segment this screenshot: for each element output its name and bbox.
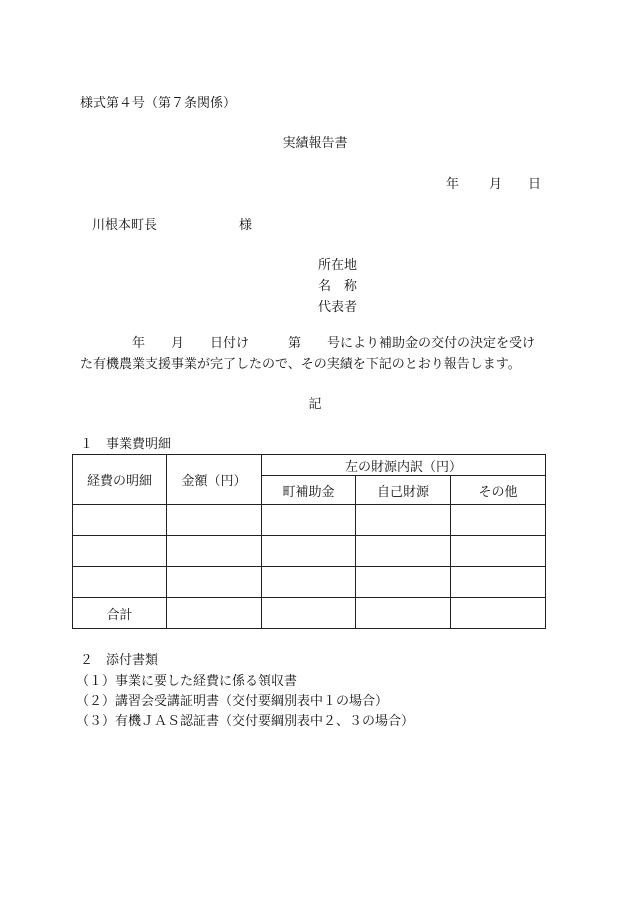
total-label: 合計 xyxy=(73,598,167,629)
form-number: 様式第４号（第７条関係） xyxy=(80,96,237,111)
document-title: 実績報告書 xyxy=(282,136,348,151)
expense-table xyxy=(72,454,546,629)
header-expense: 経費の明細 xyxy=(73,455,167,505)
table-cell xyxy=(356,505,451,536)
header-town-subsidy: 町補助金 xyxy=(262,476,356,505)
total-row xyxy=(73,598,546,629)
date-month: 月 xyxy=(489,177,503,192)
table-cell xyxy=(451,567,546,598)
table-cell xyxy=(262,598,356,629)
applicant-block xyxy=(318,258,357,321)
date-line xyxy=(446,177,541,193)
table-cell xyxy=(167,536,262,567)
addressee-name: 川根本町長 xyxy=(92,218,158,233)
date-year: 年 xyxy=(446,177,460,192)
table-cell xyxy=(356,536,451,567)
body-text-line-1: 年 月 日付け 第 号により補助金の交付の決定を受け xyxy=(80,336,536,351)
table-row xyxy=(73,567,546,598)
applicant-rep-label: 代表者 xyxy=(318,300,358,315)
table-cell xyxy=(262,536,356,567)
attachment-item: （２）講習会受講証明書（交付要綱別表中１の場合） xyxy=(76,694,389,709)
date-day: 日 xyxy=(528,177,542,192)
addressee xyxy=(92,218,252,234)
table-cell xyxy=(262,505,356,536)
table-cell xyxy=(73,536,167,567)
table-row xyxy=(73,536,546,567)
attachment-item: （１）事業に要した経費に係る領収書 xyxy=(76,674,298,689)
ki-heading: 記 xyxy=(308,397,322,412)
header-other: その他 xyxy=(451,476,546,505)
addressee-honorific: 様 xyxy=(239,218,253,233)
table-cell xyxy=(167,598,262,629)
applicant-address-label: 所在地 xyxy=(318,258,358,273)
section2-heading: ２ 添付書類 xyxy=(80,653,159,668)
applicant-name-label: 名 称 xyxy=(318,279,358,294)
section1-heading: １ 事業費明細 xyxy=(80,437,172,452)
table-cell xyxy=(73,567,167,598)
table-cell xyxy=(262,567,356,598)
table-cell xyxy=(356,598,451,629)
table-cell xyxy=(167,505,262,536)
header-amount: 金額（円） xyxy=(167,455,262,505)
table-cell xyxy=(167,567,262,598)
attachment-item: （３）有機ＪＡＳ認証書（交付要綱別表中２、３の場合） xyxy=(76,714,415,729)
table-cell xyxy=(451,598,546,629)
header-own-funds: 自己財源 xyxy=(356,476,451,505)
table-cell xyxy=(356,567,451,598)
table-cell xyxy=(451,505,546,536)
header-breakdown: 左の財源内訳（円） xyxy=(262,455,546,476)
table-cell xyxy=(73,505,167,536)
table-cell xyxy=(451,536,546,567)
table-row xyxy=(73,505,546,536)
body-text-line-2: た有機農業支援事業が完了したので、その実績を下記のとおり報告します。 xyxy=(80,357,521,372)
